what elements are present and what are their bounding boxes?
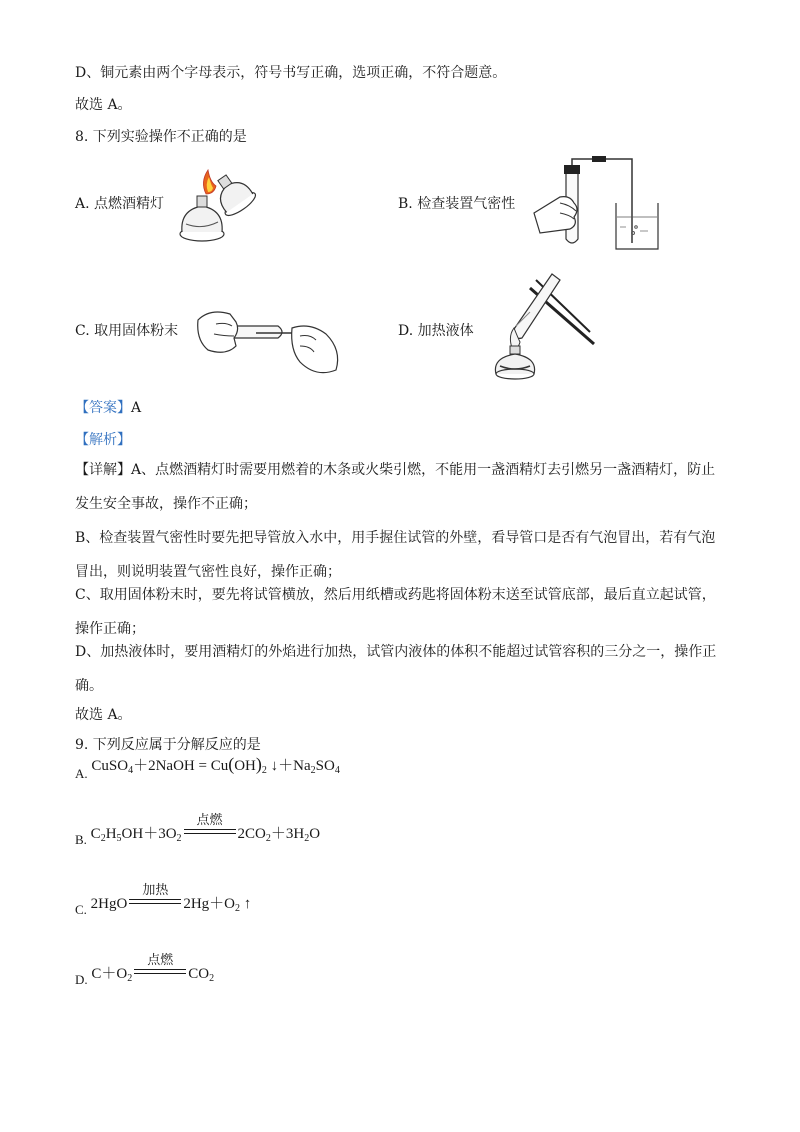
q9-option-d-equation: D. $C+O_2$ 点燃 $CO_2$ xyxy=(75,968,214,990)
detail-d-paragraph: D、加热液体时，要用酒精灯的外焰进行加热，试管内液体的体积不能超过试管容积的三分之一，操作正确。 xyxy=(75,644,717,694)
detail-b-paragraph: B、检查装置气密性时要先把导管放入水中，用手握住试管的外壁，看导管口是否有气泡冒出，若有气泡冒出，则说明装置气密性良好，操作正确； xyxy=(75,530,716,580)
prev-answer-line-d: D、铜元素由两个字母表示，符号书写正确，选项正确，不符合题意。 xyxy=(75,65,507,81)
answer-tag: 【答案】 xyxy=(75,400,131,416)
analysis-tag: 【解析】 xyxy=(75,432,131,448)
detail-a-text: A、点燃酒精灯时需要用燃着的木条或火柴引燃，不能用一盏酒精灯去引燃另一盏酒精灯，防止发生安全事故，操作不正确； xyxy=(75,462,716,512)
liquid-heating-illustration xyxy=(490,266,600,382)
detail-c-paragraph: C、取用固体粉末时，要先将试管横放，然后用纸槽或药匙将固体粉末送至试管底部，最后直立起试管，操作正确； xyxy=(75,587,716,637)
detail-a-paragraph xyxy=(75,453,725,521)
q8-choose-line: 故选 A。 xyxy=(75,707,132,723)
prev-choose-line: 故选 A。 xyxy=(75,97,132,113)
alcohol-lamp-ignite-illustration xyxy=(172,160,268,250)
airtightness-check-illustration xyxy=(530,155,670,253)
condition-ignite-b: 点燃 xyxy=(196,813,223,828)
condition-heat-c: 加热 xyxy=(142,883,169,898)
q9-option-c-equation: C. 2HgO 加热 $2Hg+O_2$ ↑ xyxy=(75,898,251,920)
answer-value: A xyxy=(131,400,142,416)
q9-option-a-letter: A. xyxy=(75,766,88,781)
q8-stem: 8. 下列实验操作不正确的是 xyxy=(75,129,247,145)
q9-option-b-equation: B. $C_2H_5OH+3O_2$ 点燃 $2CO_2+3H_2O$ xyxy=(75,828,320,850)
q9-option-d-letter: D. xyxy=(75,972,88,987)
powder-sampling-illustration xyxy=(196,300,346,380)
q8-option-a-label: A. 点燃酒精灯 xyxy=(75,196,165,212)
q8-option-c-label: C. 取用固体粉末 xyxy=(75,323,179,339)
q9-stem: 9. 下列反应属于分解反应的是 xyxy=(75,737,261,753)
q8-option-b-label: B. 检查装置气密性 xyxy=(398,196,516,212)
q9-option-a-equation: A. CuSO$_4$＋2NaOH = $Cu(OH)_2$ $↓+Na_2SO_4$ xyxy=(75,754,340,781)
q9-option-b-letter: B. xyxy=(75,832,87,847)
condition-ignite-d: 点燃 xyxy=(147,953,174,968)
q8-option-d-label: D. 加热液体 xyxy=(398,323,474,339)
q9-option-c-letter: C. xyxy=(75,902,87,917)
q8-answer-line xyxy=(75,398,141,418)
detail-tag: 【详解】 xyxy=(75,462,131,478)
